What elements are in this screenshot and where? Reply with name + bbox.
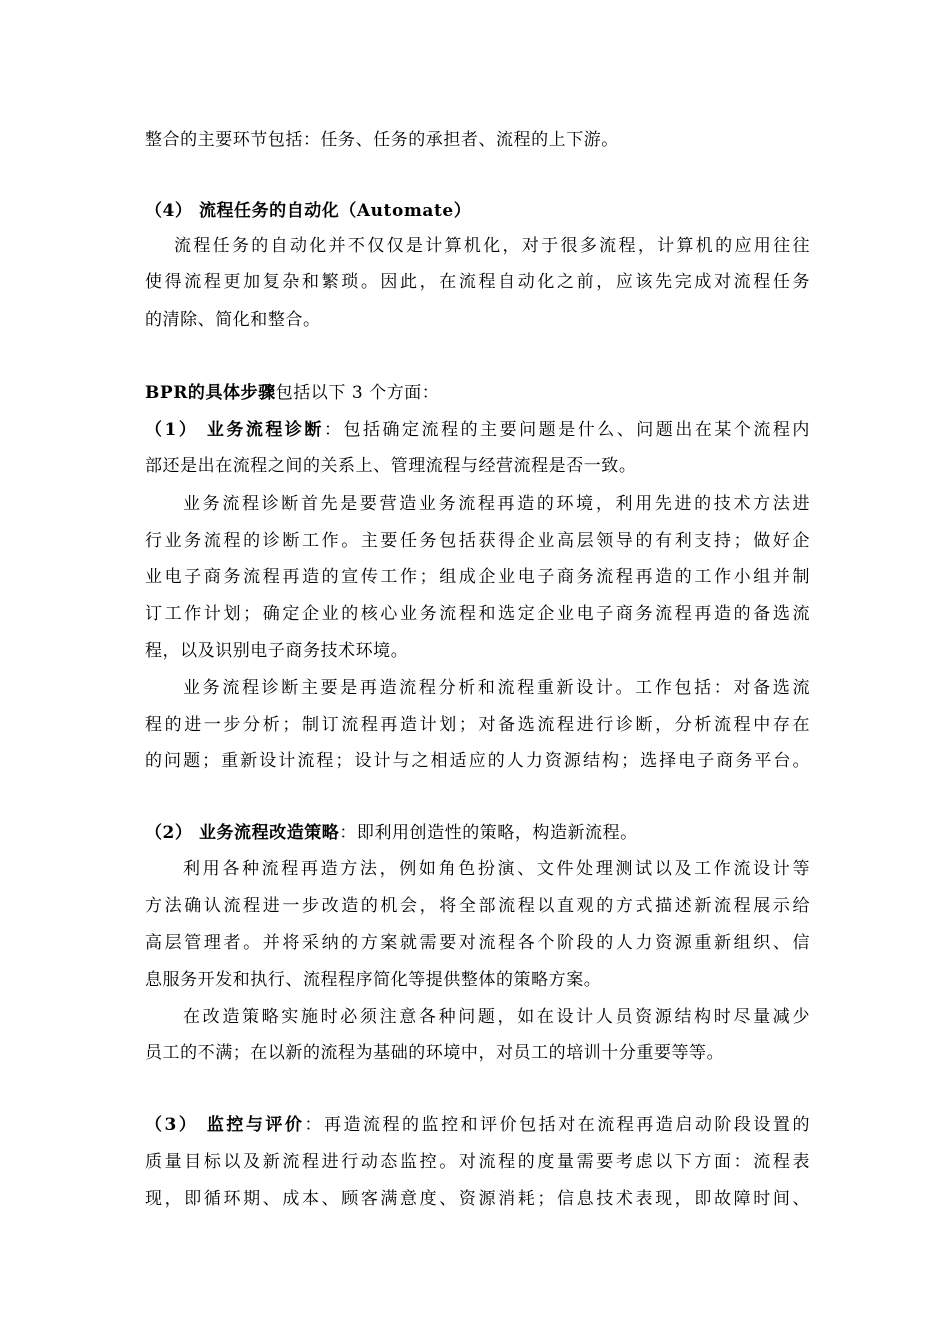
text-line: 业务流程诊断首先是要营造业务流程再造的环境，利用先进的技术方法进	[183, 494, 810, 514]
text-line: 质量目标以及新流程进行动态监控。对流程的度量需要考虑以下方面：流程表	[145, 1152, 810, 1172]
step-number: （3）	[145, 1115, 207, 1135]
text-line	[145, 823, 810, 843]
text-line: 业务流程诊断主要是再造流程分析和流程重新设计。工作包括：对备选流	[183, 678, 810, 698]
text-line	[145, 1115, 810, 1135]
text-line: 行业务流程的诊断工作。主要任务包括获得企业高层领导的有利支持；做好企	[145, 531, 810, 551]
text-line: 流程任务的自动化并不仅仅是计算机化，对于很多流程，计算机的应用往往	[174, 236, 810, 256]
text-line	[145, 420, 810, 440]
text-line: 利用各种流程再造方法，例如角色扮演、文件处理测试以及工作流设计等	[183, 859, 810, 879]
text-line: 程的进一步分析；制订流程再造计划；对备选流程进行诊断，分析流程中存在	[145, 715, 810, 735]
text-line: 现，即循环期、成本、顾客满意度、资源消耗；信息技术表现，即故障时间、	[145, 1189, 810, 1209]
text-line: 的问题；重新设计流程；设计与之相适应的人力资源结构；选择电子商务平台。	[145, 751, 810, 771]
step-description: ：再造流程的监控和评价包括对在流程再造启动阶段设置的	[304, 1115, 810, 1135]
text-line: 订工作计划；确定企业的核心业务流程和选定企业电子商务流程再造的备选流	[145, 604, 810, 624]
text-line: 在改造策略实施时必须注意各种问题，如在设计人员资源结构时尽量减少	[183, 1007, 810, 1027]
section-heading: （4） 流程任务的自动化（Automate）	[145, 201, 472, 221]
bpr-steps-intro: 包括以下 3 个方面：	[275, 383, 440, 403]
text-line: 业电子商务流程再造的宣传工作；组成企业电子商务流程再造的工作小组并制	[145, 567, 810, 587]
step-description: ：即利用创造性的策略，构造新流程。	[339, 823, 638, 843]
step-title: 业务流程改造策略	[198, 823, 340, 843]
text-line: 使得流程更加复杂和繁琐。因此，在流程自动化之前，应该先完成对流程任务	[145, 272, 810, 292]
text-line: 的清除、简化和整合。	[145, 310, 321, 330]
text-line: 部还是出在流程之间的关系上、管理流程与经营流程是否一致。	[145, 456, 637, 476]
step-number: （1）	[145, 420, 207, 440]
bpr-steps-heading: BPR的具体步骤	[145, 383, 276, 403]
step-number: （2）	[145, 823, 199, 843]
text-line: 程，以及识别电子商务技术环境。	[145, 641, 409, 661]
text-line: 息服务开发和执行、流程程序简化等提供整体的策略方案。	[145, 970, 602, 990]
step-title: 业务流程诊断	[206, 420, 324, 440]
step-title: 监控与评价	[206, 1115, 305, 1135]
text-line: 方法确认流程进一步改造的机会，将全部流程以直观的方式描述新流程展示给	[145, 896, 810, 916]
text-line: 员工的不满；在以新的流程为基础的环境中，对员工的培训十分重要等等。	[145, 1043, 725, 1063]
text-line	[145, 383, 810, 403]
text-line: 整合的主要环节包括：任务、任务的承担者、流程的上下游。	[145, 130, 619, 150]
text-line: 高层管理者。并将采纳的方案就需要对流程各个阶段的人力资源重新组织、信	[145, 933, 810, 953]
step-description: ：包括确定流程的主要问题是什么、问题出在某个流程内	[323, 420, 810, 440]
